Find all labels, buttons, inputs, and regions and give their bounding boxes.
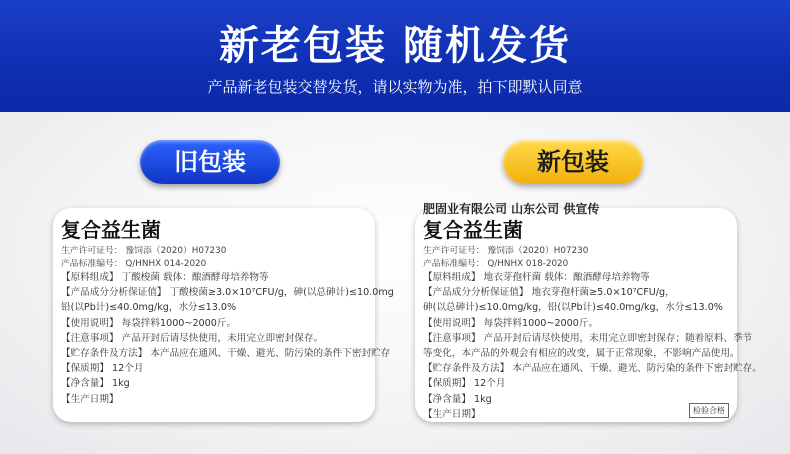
old-package-card (53, 208, 394, 422)
old-package-label: 旧包装 (140, 140, 280, 184)
usage: 【使用说明】 每袋拌料1000~2000斤。 (423, 317, 599, 329)
production-date: 【生产日期】 (423, 408, 481, 420)
notes-line-2: 等变化，本产品的外观会有相应的改变，属于正常现象，不影响产品使用。 (423, 348, 740, 360)
standard-number: 产品标准编号： Q/HNHX 018-2020 (423, 258, 569, 269)
net-content: 【净含量】 1kg (423, 393, 492, 405)
net-content: 【净含量】 1kg (61, 378, 130, 390)
usage: 【使用说明】 每袋拌料1000~2000斤。 (61, 317, 237, 329)
license-number: 生产许可证号： 豫饲添（2020）H07230 (423, 246, 589, 256)
new-package-label: 新包装 (503, 140, 643, 184)
new-package-card (415, 202, 762, 422)
product-title: 复合益生菌 (61, 218, 161, 242)
notes: 【注意事项】 产品开封后请尽快使用，未用完立即密封保存。 (61, 332, 324, 344)
product-title: 复合益生菌 (423, 218, 523, 242)
storage: 【贮存条件及方法】 本产品应在通风、干燥、避光、防污染的条件下密封贮存。 (423, 363, 762, 375)
composition: 【原料组成】 地衣芽孢杆菌 载体：酿酒酵母培养物等 (423, 272, 650, 283)
notes-line-1: 【注意事项】 产品开封后请尽快使用，未用完立即密封保存；随着原料、季节 (423, 332, 753, 344)
storage: 【贮存条件及方法】 本产品应在通风、干燥、避光、防污染的条件下密封贮存 (61, 348, 391, 360)
shelf-life: 【保质期】 12个月 (61, 363, 144, 375)
headline: 新老包装 随机发货 (219, 23, 571, 69)
standard-number: 产品标准编号： Q/HNHX 014-2020 (61, 258, 207, 269)
guarantee-line-2: 砷(以总砷计)≤10.0mg/kg，铅(以Pb计)≤40.0mg/kg，水分≤13.0% (423, 302, 723, 314)
license-number: 生产许可证号： 豫饲添（2020）H07230 (61, 246, 227, 256)
composition: 【原料组成】 丁酸梭菌 载体：酿酒酵母培养物等 (61, 272, 269, 283)
production-date: 【生产日期】 (61, 393, 119, 405)
guarantee-line-1: 【产品成分分析保证值】 丁酸梭菌≥3.0×10⁷CFU/g，砷(以总砷计)≤10.0mg (61, 287, 394, 299)
cut-off-text: 肥固业有限公司 山东公司 供宣传 (423, 202, 600, 216)
top-banner (0, 0, 790, 112)
subline: 产品新老包装交替发货，请以实物为准，拍下即默认同意 (207, 78, 583, 96)
guarantee-line-2: 铅(以Pb计)≤40.0mg/kg，水分≤13.0% (61, 302, 237, 314)
guarantee-line-1: 【产品成分分析保证值】 地衣芽孢杆菌≥5.0×10⁷CFU/g， (423, 287, 675, 299)
inspection-stamp: 检验合格 (689, 403, 729, 418)
shelf-life: 【保质期】 12个月 (423, 378, 506, 390)
